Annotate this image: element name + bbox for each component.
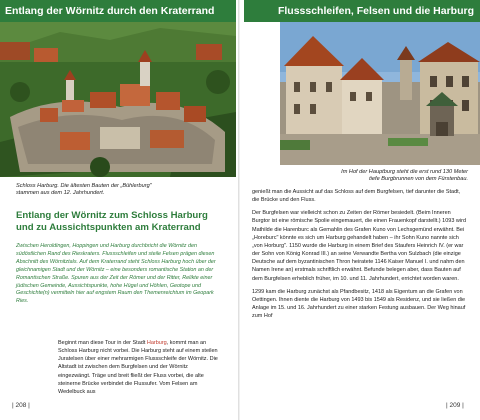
aerial-photo-schloss-harburg (0, 22, 236, 177)
right-paragraph: 1299 kam die Harburg zunächst als Pfandbesitz, 1418 als Eigentum an die Grafen von Oettingen. Ihnen diente die Harburg von 1493 bis 1549 als Residenz, und sie ließen die Anlage im 15. und 16. Jahrhundert zu einer starken Festung ausbauen. Der Weg hinauf zum Hof (252, 288, 466, 320)
right-page-number: | 209 | (446, 402, 464, 409)
right-paragraph: genießt man die Aussicht auf das Schloss auf dem Burgfelsen, tief darunter die Stadt, die Brücke und den Fluss. (252, 189, 461, 204)
body-text-start: Beginnt man diese Tour in der Stadt (58, 340, 147, 346)
left-page-number: | 208 | (12, 402, 30, 409)
left-body-paragraph (58, 339, 221, 396)
courtyard-photo-illustration (280, 22, 480, 165)
harburg-place-link[interactable]: Harburg (146, 340, 167, 346)
left-photo-caption: Schloss Harburg. Die ältesten Bauten der „Bühlerburg" stammen aus dem 12. Jahrhundert. (16, 183, 152, 197)
body-text-continued: , kommt man an Schloss Harburg nicht vorbei. Die Harburg steht auf einem steilen Juratelsen über einer mehrarmigen Flussschleife der Wörnitz. Die Altstadt ist zwischen dem Burgfelsen und der Wörnitz eingezwängt. Träge und breit fließt der Fluss vorbei, die alte steinerne Brücke verbindet die Flussufer. Vom Felsen am Wedelbuck aus (58, 340, 218, 395)
right-paragraph: Der Burgfelsen war vielleicht schon zu Zeiten der Römer besiedelt. (Beim Inneren Burgtor ist eine römische Spolie eingemauert, die einen Frauenkopf darstellt.) 1093 wird Mathilde die Harenburc als Gemahlin des Grafen Kuno von Lechsgemünd erwähnt. Bei „Horeburc" könnte es sich um Harburg gehandelt haben – ihr Sohn Kuno nannte sich „von Horburg". 1150 wurde die Harburg in einem Brief des Staufers Heinrich IV. (er war der Sohn von König Konrad III.) an seine Verwandte Bertha von Sulzbach (die einzige Deutsche auf dem byzantinischen Thron heiratete 1146 Kaiser Manuel I. und nahm den Namen Irene an) erstmals schriftlich erwähnt. Befunde belegen aber, dass Bauten auf dem Burgfelsen erheblich früher, im 10. und 11. Jahrhundert, errichtet worden waren. (252, 210, 467, 282)
intro-paragraph: Zwischen Heroldingen, Hoppingen und Harburg durchbricht die Wörnitz den südöstlichen Rand des Rieskraters. Flussschleifen und steile Felsen prägen diesen Abschnitt des Wörnitztals. Auf dem Kraterrand steht Schloss Harburg hoch über der gleichnamigen Stadt und der Wörnitz – eine besonders romantische Station an der Romantischen Straße. Spuren aus der Zeit der Römer und der Ritter, Relikte einer jüdischen Gemeinde, Aussichtspunkte, hohe Hügel und Höhlen, Geotope und Geschichte(n) vermitteln hier auf engstem Raum den Themenreichtum im Geopark Ries. (16, 243, 216, 305)
castle-courtyard-photo (280, 22, 480, 165)
right-body-text (252, 188, 468, 325)
right-photo-caption: Im Hof der Hauptburg steht die erst rund 130 Meter tiefe Burgbrunnen von dem Fürstenbau. (341, 169, 468, 183)
right-page (240, 0, 480, 420)
aerial-photo-illustration (0, 22, 236, 177)
right-running-header: Flussschleifen, Felsen und die Harburg (244, 0, 480, 22)
section-heading: Entlang der Wörnitz zum Schloss Harburg und zu Aussichtspunkten am Kraterrand (16, 210, 208, 233)
left-running-header: Entlang der Wörnitz durch den Kraterrand (0, 0, 236, 22)
